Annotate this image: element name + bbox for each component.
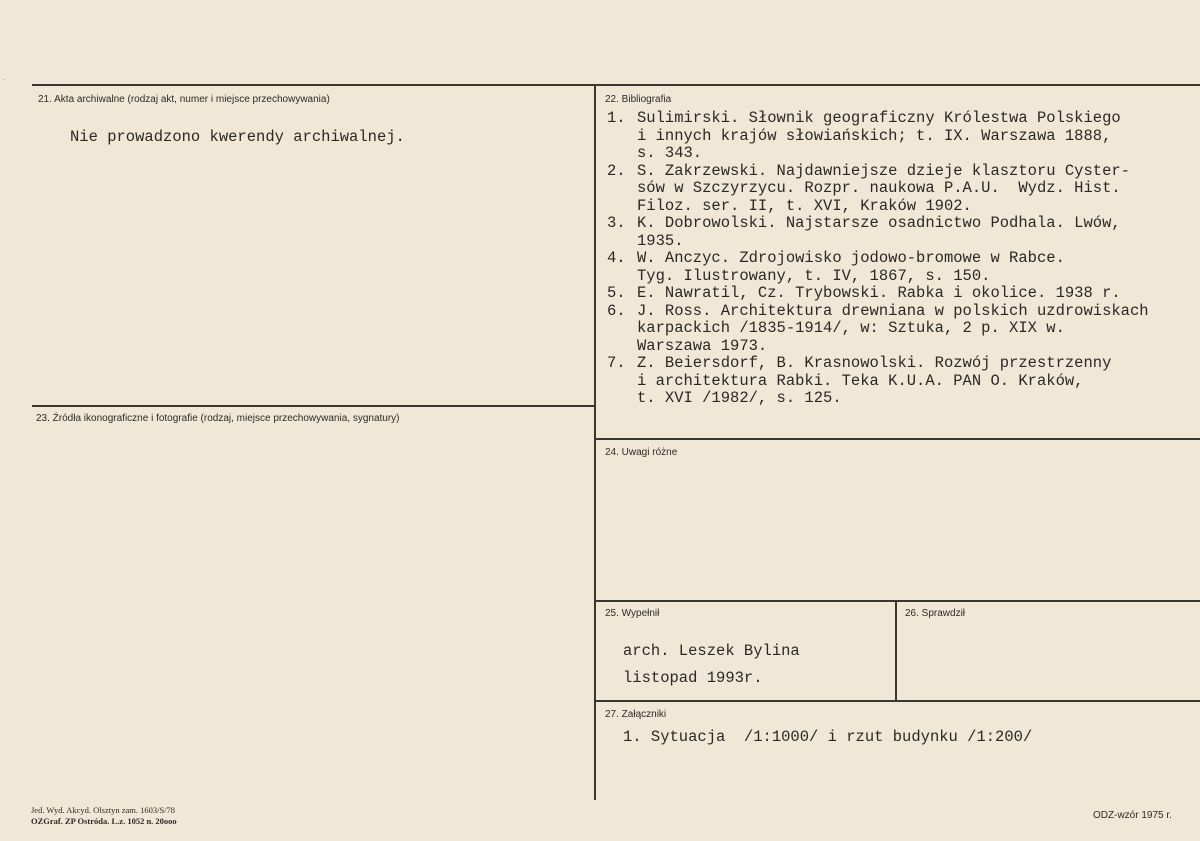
section-21-label: 21. Akta archiwalne (rodzaj akt, numer i miejsce przechowywania) — [38, 94, 330, 105]
rule-right-24 — [595, 438, 1200, 440]
bibliography-item-number: 1. — [607, 109, 626, 127]
center-divider — [594, 84, 596, 800]
bibliography-item-number: 4. — [607, 249, 626, 267]
bibliography-item — [607, 110, 1197, 163]
bibliography-item-line: E. Nawratil, Cz. Trybowski. Rabka i okolice. 1938 r. — [637, 284, 1121, 302]
bibliography-item-line: S. Zakrzewski. Najdawniejsze dzieje klasztoru Cyster- — [637, 161, 1130, 180]
bibliography-item — [607, 303, 1197, 356]
bibliography-item-line: t. XVI /1982/, s. 125. — [637, 389, 842, 407]
printer-line-1: Jed. Wyd. Akcyd. Olsztyn zam. 1603/S/78 — [31, 805, 176, 815]
bibliography-item-line: Tyg. Ilustrowany, t. IV, 1867, s. 150. — [637, 266, 991, 285]
section-26-label: 26. Sprawdził — [905, 608, 966, 619]
bibliography-item — [607, 250, 1197, 285]
section-25-label: 25. Wypełnił — [605, 608, 660, 619]
bibliography-item-number: 3. — [607, 214, 626, 232]
bibliography-item-line: i architektura Rabki. Teka K.U.A. PAN O. Kraków, — [637, 371, 1084, 390]
bibliography-item-line: J. Ross. Architektura drewniana w polskich uzdrowiskach — [637, 301, 1149, 320]
section-23-label: 23. Źródła ikonograficzne i fotografie (rodzaj, miejsce przechowywania, sygnatury) — [36, 413, 400, 424]
section-21-content: Nie prowadzono kwerendy archiwalnej. — [70, 128, 405, 146]
rule-left-mid — [32, 405, 595, 407]
bibliography-item-line: Sulimirski. Słownik geograficzny Królestwa Polskiego — [637, 109, 1121, 127]
filled-by-date: listopad 1993r. — [623, 669, 763, 687]
bibliography-item — [607, 163, 1197, 216]
bibliography-item-line: Warszawa 1973. — [637, 336, 768, 355]
bibliography-item-line: sów w Szczyrzycu. Rozpr. naukowa P.A.U. Wydz. Hist. — [637, 179, 1121, 197]
bibliography-item-number: 7. — [607, 354, 626, 372]
bibliography-item-line: Filoz. ser. II, t. XVI, Kraków 1902. — [637, 196, 972, 215]
bibliography-item-number: 6. — [607, 301, 626, 320]
bibliography-item-line: K. Dobrowolski. Najstarsze osadnictwo Podhala. Lwów, — [637, 214, 1121, 232]
bibliography-item — [607, 215, 1197, 250]
rule-right-25 — [595, 600, 1200, 602]
bibliography-item-line: Z. Beiersdorf, B. Krasnowolski. Rozwój przestrzenny — [637, 354, 1112, 372]
bibliography-item-line: 1935. — [637, 231, 684, 250]
form-template-id: ODZ-wzór 1975 r. — [1093, 810, 1172, 821]
bibliography-item — [607, 285, 1197, 303]
bibliography-item-line: karpackich /1835-1914/, w: Sztuka, 2 p. XIX w. — [637, 319, 1065, 337]
bibliography-item-line: W. Anczyc. Zdrojowisko jodowo-bromowe w Rabce. — [637, 249, 1065, 267]
bibliography-item — [607, 355, 1197, 408]
section-24-label: 24. Uwagi różne — [605, 447, 678, 458]
top-rule — [32, 84, 1200, 86]
bibliography-item-number: 5. — [607, 284, 626, 302]
section-27-label: 27. Załączniki — [605, 709, 667, 720]
section-22-label: 22. Bibliografia — [605, 94, 672, 105]
bibliography-item-line: s. 343. — [637, 144, 703, 162]
corner-mark: · — [3, 75, 6, 84]
bibliography-item-number: 2. — [607, 161, 626, 180]
printer-line-2: OZGraf. ZP Ostróda. L.z. 1052 n. 20ooo — [31, 816, 177, 826]
attachments-content: 1. Sytuacja /1:1000/ i rzut budynku /1:200/ — [623, 728, 1033, 746]
rule-right-27 — [595, 700, 1200, 702]
divider-25-26 — [895, 600, 897, 701]
bibliography-list — [607, 110, 1197, 408]
filled-by-name: arch. Leszek Bylina — [623, 642, 800, 660]
bibliography-item-line: i innych krajów słowiańskich; t. IX. Warszawa 1888, — [637, 126, 1112, 145]
